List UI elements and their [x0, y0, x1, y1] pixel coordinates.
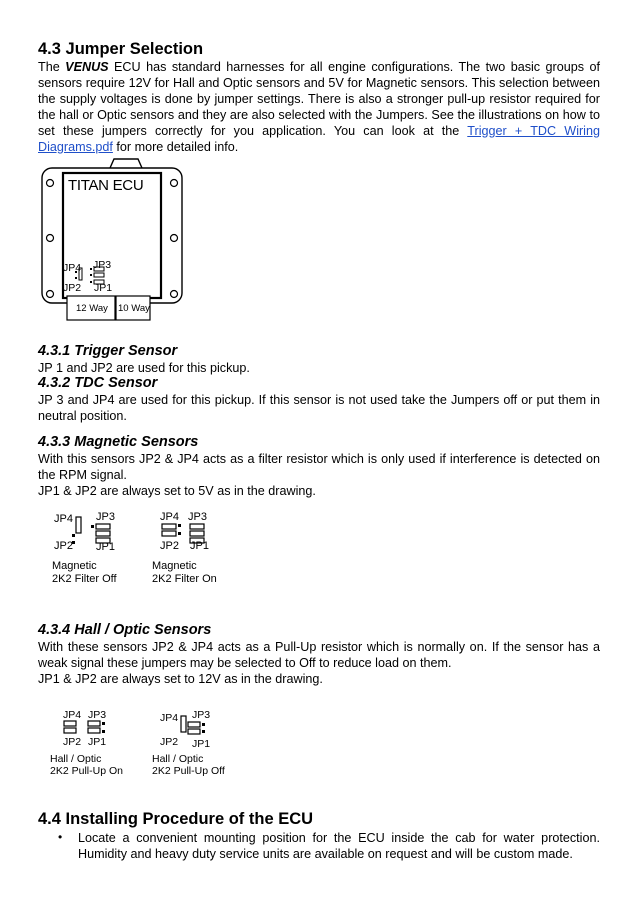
- fig2-jp3-label: JP3: [188, 511, 207, 523]
- list-item: [58, 830, 600, 862]
- ecu-title: TITAN ECU: [68, 177, 144, 194]
- fig4-jp3-label: JP3: [192, 709, 211, 721]
- fig3-jp2-label: JP2: [63, 736, 82, 748]
- fig2-jp2-label: JP2: [160, 540, 179, 552]
- list-item-text: Locate a convenient mounting position for the ECU inside the cab for water protection. Humidity and heavy duty service units are available on request and will be custom made.: [78, 831, 600, 861]
- jumper-figure-magnetic-filter-off: [52, 510, 132, 590]
- magnetic-sensors-text-1: With this sensors JP2 & JP4 acts as a filter resistor which is only used if interference is detected on the RPM signal.: [38, 452, 600, 482]
- fig4-caption-line1: Hall / Optic: [152, 753, 204, 765]
- section-title-hall-optic-sensors: 4.3.4 Hall / Optic Sensors: [38, 622, 212, 638]
- section-title-installing-procedure: 4.4 Installing Procedure of the ECU: [38, 810, 314, 828]
- titan-ecu-diagram: [38, 158, 188, 333]
- ecu-jp4-label: JP4: [63, 262, 82, 274]
- fig2-caption-line1: Magnetic: [152, 560, 197, 572]
- para-body: ECU has standard harnesses for all engine configurations. The two basic groups of sensors require 12V for Hall and Optic sensors and 5V for Magnetic sensors. This selection between the supply voltages is done by jumper settings. There is also a stronger pull-up resistor required for the hall or Optic sensors and they are also selected with the Jumpers. See the illustrations on how to set these jumpers correctly for you application. You can look at the: [38, 60, 601, 138]
- wiring-diagrams-link[interactable]: Trigger + TDC Wiring Diagrams.pdf: [38, 124, 600, 154]
- jumper-figure-magnetic-filter-on: [152, 510, 232, 590]
- ecu-jp1-label: JP1: [94, 282, 113, 294]
- installing-procedure-list: [58, 830, 600, 862]
- fig4-jp4-label: JP4: [160, 712, 179, 724]
- jumper-figure-hall-pullup-off: [152, 708, 237, 780]
- jumper-figure-hall-pullup-on: [50, 708, 130, 780]
- fig1-jp2-label: JP2: [54, 540, 73, 552]
- section-title-tdc-sensor: 4.3.2 TDC Sensor: [38, 375, 158, 391]
- ecu-jp3-label: JP3: [93, 259, 112, 271]
- fig1-jp3-label: JP3: [96, 511, 115, 523]
- fig4-jp1-label: JP1: [192, 738, 211, 750]
- hall-optic-text-2: JP1 & JP2 are always set to 12V as in the drawing.: [38, 672, 323, 686]
- section-title-trigger-sensor: 4.3.1 Trigger Sensor: [38, 343, 178, 359]
- fig3-jp1-label: JP1: [88, 736, 107, 748]
- fig3-caption-line2: 2K2 Pull-Up On: [50, 765, 123, 777]
- ecu-jp2-label: JP2: [63, 282, 82, 294]
- fig2-jp4-label: JP4: [160, 511, 179, 523]
- connector-12-way: 12 Way: [76, 303, 108, 314]
- connector-10-way: 10 Way: [118, 303, 150, 314]
- fig1-jp1-label: JP1: [96, 541, 115, 553]
- fig2-caption-line2: 2K2 Filter On: [152, 573, 217, 585]
- fig3-jp3-label: JP3: [88, 709, 107, 721]
- fig1-jp4-label: JP4: [54, 513, 73, 525]
- section-title-magnetic-sensors: 4.3.3 Magnetic Sensors: [38, 434, 199, 450]
- fig2-jp1-label: JP1: [190, 540, 209, 552]
- section-title-jumper-selection: 4.3 Jumper Selection: [38, 40, 204, 58]
- tdc-sensor-text: JP 3 and JP4 are used for this pickup. If this sensor is not used take the Jumpers off or put them in neutral position.: [38, 393, 600, 423]
- fig4-jp2-label: JP2: [160, 736, 179, 748]
- fig1-caption-line1: Magnetic: [52, 560, 97, 572]
- brand-venus: VENUS: [65, 60, 109, 74]
- trigger-sensor-text: JP 1 and JP2 are used for this pickup.: [38, 361, 250, 375]
- fig3-jp4-label: JP4: [63, 709, 82, 721]
- hall-optic-text-1: With these sensors JP2 & JP4 acts as a Pull-Up resistor which is normally on. If the sensor has a weak signal these jumpers may be selected to Off to reduce load on them.: [38, 640, 600, 670]
- magnetic-sensors-text-2: JP1 & JP2 are always set to 5V as in the drawing.: [38, 484, 316, 498]
- para-suffix: for more detailed info.: [112, 140, 239, 154]
- fig3-caption-line1: Hall / Optic: [50, 753, 102, 765]
- jumper-selection-paragraph: [38, 59, 600, 155]
- fig1-caption-line2: 2K2 Filter Off: [52, 573, 117, 585]
- fig4-caption-line2: 2K2 Pull-Up Off: [152, 765, 225, 777]
- para-prefix: The: [38, 60, 66, 74]
- bullet-icon: •: [58, 830, 63, 844]
